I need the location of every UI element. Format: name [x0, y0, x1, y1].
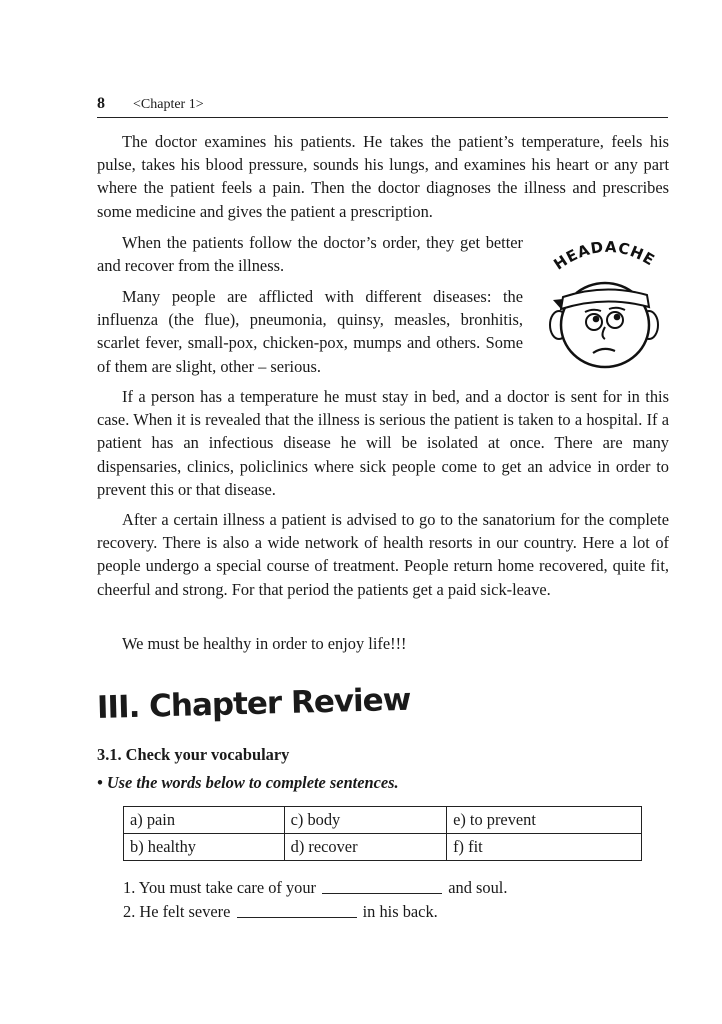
exercise-1 [123, 878, 507, 898]
table-cell: e) to prevent [447, 807, 642, 834]
paragraph-5: After a certain illness a patient is advised to go to the sanatorium for the complete recovery. There is also a wide network of health resorts in our country. Here a lot of people undergo a special course of treatment. People return home recovered, quite fit, cheerful and strong. For that period the patients get a paid sick-leave. [97, 510, 669, 599]
exercise-instruction: • Use the words below to complete sentences. [97, 773, 399, 792]
answer-blank[interactable] [322, 892, 442, 894]
table-cell: f) fit [447, 834, 642, 861]
paragraph-1: The doctor examines his patients. He takes the patient’s temperature, feels his pulse, takes his blood pressure, sounds his lungs, and examines his heart or any part where the patient feels a pain. Then the doctor diagnoses the illness and prescribes some medicine and gives the patient a prescription. [97, 132, 669, 221]
table-cell: b) healthy [124, 834, 285, 861]
paragraph-4: If a person has a temperature he must stay in bed, and a doctor is sent for in this case. When it is revealed that the illness is serious the patient is taken to a hospital. If a patient has an infectious disease he will be isolated at once. There are many dispensaries, clinics, policlinics where sick people come to get an advice in order to prevent this or that disease. [97, 387, 669, 499]
paragraph-6: We must be healthy in order to enjoy life!!! [122, 634, 407, 653]
headache-illustration [545, 235, 665, 370]
table-row [124, 807, 642, 834]
page-header [97, 95, 668, 118]
page-number: 8 [97, 95, 105, 112]
exercise-2 [123, 902, 438, 922]
exercise-text-after: and soul. [448, 878, 508, 897]
exercise-text-after: in his back. [362, 902, 438, 921]
headache-caption: HEADACHE [550, 237, 659, 274]
exercise-text-before: 1. You must take care of your [123, 878, 317, 897]
chapter-label: <Chapter 1> [133, 97, 204, 112]
exercise-text-before: 2. He felt severe [123, 902, 231, 921]
svg-text:HEADACHE [550, 238, 658, 274]
answer-blank[interactable] [237, 916, 357, 918]
vocabulary-table [123, 806, 642, 861]
table-cell: c) body [284, 807, 446, 834]
vocabulary-subhead: 3.1. Check your vocabulary [97, 745, 290, 764]
paragraph-2: When the patients follow the doctor’s order, they get better and recover from the illness. [97, 233, 523, 276]
table-cell: a) pain [124, 807, 285, 834]
paragraph-3: Many people are afflicted with different diseases: the influenza (the flue), pneumonia, quinsy, measles, bronhitis, scarlet fever, small-pox, chicken-pox, mumps and others. Some of them are slight, other – serious. [97, 287, 523, 376]
section-title: III. Chapter Review [96, 681, 411, 726]
table-row [124, 834, 642, 861]
table-cell: d) recover [284, 834, 446, 861]
